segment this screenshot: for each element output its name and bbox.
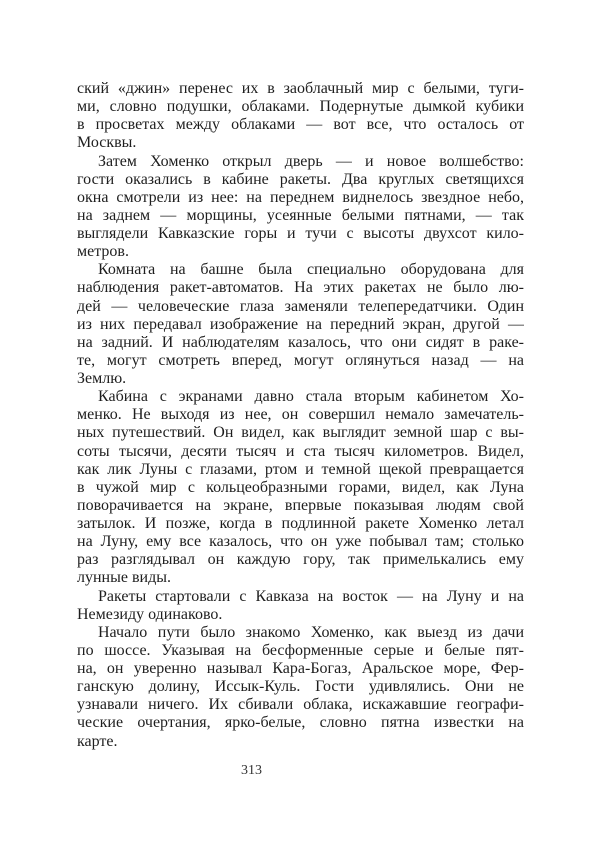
text-line: Москвы. — [77, 134, 137, 152]
text-line: Ракеты стартовали с Кавказа на восток — на Луну и на — [98, 587, 524, 605]
text-line: наблюдения ракет-автоматов. На этих ракетах не было лю- — [77, 279, 524, 297]
page-body-text — [77, 80, 524, 751]
text-line: затылок. И позже, когда в подлинной ракете Хоменко летал — [77, 515, 524, 532]
text-line: гости оказались в кабине ракеты. Два круглых светящихся — [77, 170, 524, 188]
text-line: из них передавал изображение на передний экран, другой — — [77, 315, 524, 333]
text-line: Затем Хоменко открыл дверь — и новое волшебство: — [98, 152, 524, 170]
text-line: Кабина с экранами давно стала вторым кабинетом Хо- — [98, 388, 524, 406]
text-line: раз разглядывал он каждую гору, так примелькались ему — [77, 551, 524, 569]
text-line: соты тысячи, десяти тысяч и ста тысяч километров. Видел, — [77, 442, 524, 460]
text-line: ных путешествий. Он видел, как выглядит земной шар с вы- — [77, 424, 524, 442]
text-line: на заднем — морщины, усеянные белыми пятнами, — так — [77, 206, 524, 224]
text-line: дей — человеческие глаза заменяли телепередатчики. Один — [77, 297, 524, 315]
text-line: Немезиду одинаково. — [77, 605, 223, 623]
text-line: Начало пути было знакомо Хоменко, как выезд из дачи — [98, 623, 524, 641]
text-line: ческие очертания, ярко-белые, словно пятна известки на — [77, 714, 524, 732]
text-line: окна смотрели из нее: на переднем виднелось звездное небо, — [77, 188, 524, 206]
text-line: как лик Луны с глазами, ртом и темной щекой превращается — [77, 460, 524, 478]
text-line: Комната на башне была специально оборудована для — [98, 261, 524, 279]
text-line: ганскую долину, Иссык-Куль. Гости удивлялись. Они не — [77, 678, 524, 696]
text-line: в просветах между облаками — вот все, что осталось от — [77, 116, 524, 134]
text-line: метров. — [77, 243, 129, 261]
text-line: выглядели Кавказские горы и тучи с высоты двухсот кило- — [77, 225, 524, 242]
text-line: ми, словно подушки, облаками. Подернутые дымкой кубики — [77, 98, 524, 116]
text-line: на задний. И наблюдателям казалось, что они сидят в раке- — [77, 333, 524, 351]
text-line: поворачивается на экране, впервые показывая людям свой — [77, 496, 524, 514]
text-line: Землю. — [77, 370, 127, 387]
text-line: лунные виды. — [77, 569, 171, 587]
text-line: те, могут смотреть вперед, могут оглянуться назад — на — [77, 351, 524, 369]
text-line: узнавали ничего. Их сбивали облака, искажавшие географи- — [77, 696, 524, 714]
text-line: по шоссе. Указывая на бесформенные серые и белые пят- — [77, 641, 524, 659]
text-line: на, он уверенно называл Кара-Богаз, Аральское море, Фер- — [77, 660, 524, 677]
text-line: карте. — [77, 732, 118, 750]
text-line: на Луну, ему все казалось, что он уже побывал там; столько — [77, 533, 524, 551]
page-number: 313 — [241, 763, 262, 778]
text-line: ский «джин» перенес их в заоблачный мир с белыми, туги- — [77, 80, 524, 97]
text-line: менко. Не выходя из нее, он совершил немало замечатель- — [77, 406, 524, 424]
text-line: в чужой мир с кольцеобразными горами, видел, как Луна — [77, 478, 524, 496]
